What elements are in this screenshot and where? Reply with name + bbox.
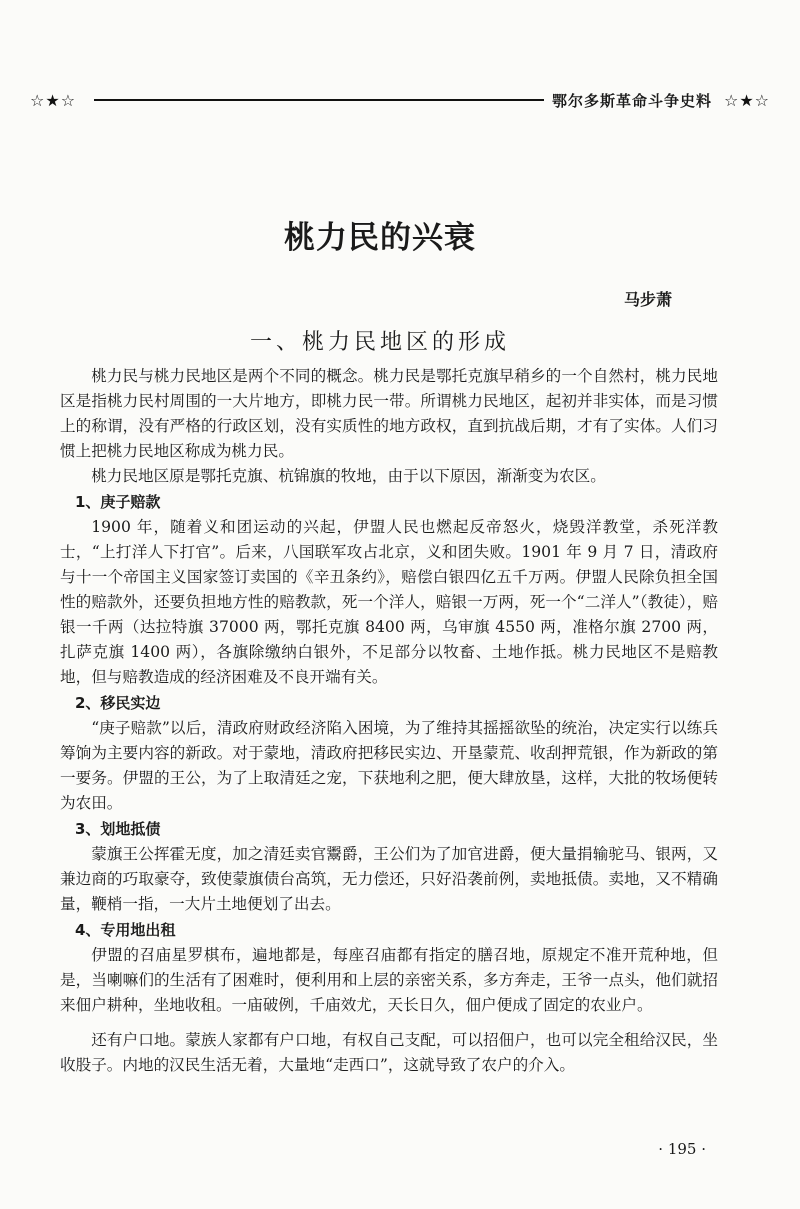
header-stars-right: ☆★☆ [723, 90, 770, 110]
paragraph: 桃力民地区原是鄂托克旗、杭锦旗的牧地，由于以下原因，渐渐变为农区。 [91, 467, 606, 485]
article-title: 桃力民的兴衰 [284, 220, 476, 256]
subheading: 3、划地抵债 [75, 820, 161, 838]
paragraph: 桃力民与桃力民地区是两个不同的概念。桃力民是鄂托克旗早稍乡的一个自然村，桃力民地区是指桃力民村周围的一大片地方，即桃力民一带。所谓桃力民地区，起初并非实体，而是习惯上的称谓，没有严格的行政区划，没有实质性的地方政权，直到抗战后期，才有了实体。人们习惯上把桃力民地区称成为桃力民。 [60, 367, 718, 460]
paragraph: 伊盟的召庙星罗棋布，遍地都是，每座召庙都有指定的膳召地，原规定不准开荒种地，但是，当喇嘛们的生活有了困难时，便利用和上层的亲密关系，多方奔走，王爷一点头，他们就招来佃户耕种，坐地收租。一庙破例，千庙效尤，天长日久，佃户便成了固定的农业户。 [60, 946, 718, 1014]
article-body [60, 364, 718, 1078]
header-stars-left: ☆★☆ [30, 90, 77, 110]
subheading: 1、庚子赔款 [75, 493, 161, 511]
subheading: 2、移民实边 [75, 694, 161, 712]
header-title: 鄂尔多斯革命斗争史料 [551, 91, 712, 110]
paragraph: 1900 年，随着义和团运动的兴起，伊盟人民也燃起反帝怒火，烧毁洋教堂，杀死洋教士，“上打洋人下打官”。后来，八国联军攻占北京，义和团失败。1901 年 9 月 7 日，清政府与十一个帝国主义国家签订卖国的《辛丑条约》，赔偿白银四亿五千万两。伊盟人民除负担全国性的赔款外，还要负担地方性的赔教款，死一个洋人，赔银一万两，死一个“二洋人”（教徒），赔银一千两（达拉特旗 37000 两，鄂托克旗 8400 两，乌审旗 4550 两，准格尔旗 2700 两，扎萨克旗 1400 两），各旗除缴纳白银外，不足部分以牧畜、土地作抵。桃力民地区不是赔教地，但与赔教造成的经济困难及不良开端有关。 [60, 518, 718, 686]
author: 马步萧 [623, 290, 672, 309]
subheading: 4、专用地出租 [75, 921, 176, 939]
paragraph: “庚子赔款”以后，清政府财政经济陷入困境，为了维持其摇摇欲坠的统治，决定实行以练兵筹饷为主要内容的新政。对于蒙地，清政府把移民实边、开垦蒙荒、收刮押荒银，作为新政的第一要务。伊盟的王公，为了上取清廷之宠，下获地利之肥，便大肆放垦，这样，大批的牧场便转为农田。 [60, 719, 718, 812]
paragraph: 还有户口地。蒙族人家都有户口地，有权自己支配，可以招佃户，也可以完全租给汉民，坐收股子。内地的汉民生活无着，大量地“走西口”，这就导致了农户的介入。 [60, 1031, 718, 1074]
section-heading: 一、桃力民地区的形成 [249, 330, 510, 355]
page-number: · 195 · [658, 1140, 706, 1158]
header-rule [94, 99, 544, 101]
running-header [30, 88, 770, 112]
paragraph: 蒙旗王公挥霍无度，加之清廷卖官鬻爵，王公们为了加官进爵，便大量捐输驼马、银两，又兼边商的巧取豪夺，致使蒙旗债台高筑，无力偿还，只好沿袭前例，卖地抵债。卖地，又不精确量，鞭梢一指，一大片土地便划了出去。 [60, 845, 718, 913]
